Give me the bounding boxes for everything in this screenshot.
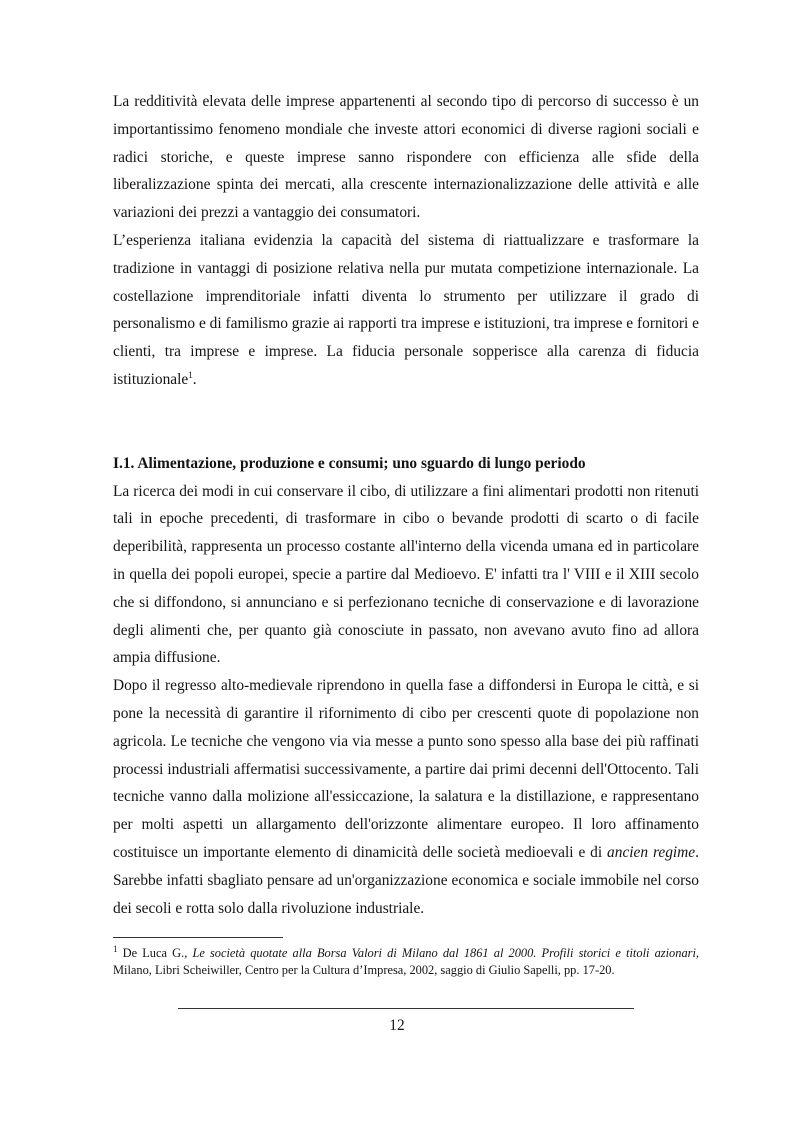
- footnote-rest: Milano, Libri Scheiwiller, Centro per la Cultura d’Impresa, 2002, saggio di Giulio Sapelli, pp. 17-20.: [113, 962, 615, 977]
- footnote-reference[interactable]: 1: [188, 369, 193, 380]
- page-body: [113, 88, 699, 922]
- section-paragraph-2-italic: ancien regime: [607, 843, 696, 861]
- footnote-author: De Luca G.,: [117, 946, 193, 960]
- footnote-marker: 1: [113, 943, 118, 954]
- page-bottom-rule: [178, 1008, 634, 1009]
- intro-paragraph-1-text: La redditività elevata delle imprese appartenenti al secondo tipo di percorso di successo è un importantissimo fenomeno mondiale che investe attori economici di diverse ragioni sociali e radici storiche, e queste imprese sanno rispondere con efficienza alle sfide della liberalizzazione spinta dei mercati, alla crescente internazionalizzazione delle attività e alle variazioni dei prezzi a vantaggio dei consumatori.: [113, 93, 699, 222]
- intro-paragraph-2-text: L’esperienza italiana evidenzia la capacità del sistema di riattualizzare e trasformare la tradizione in vantaggi di posizione relativa nella pur mutata competizione internazionale. La costellazione imprenditoriale infatti diventa lo strumento per utilizzare il grado di personalismo e di familismo grazie ai rapporti tra imprese e istituzioni, tra imprese e fornitori e clienti, tra imprese e imprese. La fiducia personale sopperisce alla carenza di fiducia istituzionale: [113, 231, 699, 388]
- footnote: [113, 945, 699, 978]
- section-paragraph-1: [113, 478, 699, 673]
- section-paragraph-1-text: La ricerca dei modi in cui conservare il cibo, di utilizzare a fini alimentari prodotti non ritenuti tali in epoche precedenti, di trasformare in cibo o bevande prodotti di scarto o di facile deperibilità, rappresenta un processo costante all'interno della vicenda umana ed in particolare in quella dei popoli europei, specie a partire dal Medioevo. E' infatti tra l' VIII e il XIII secolo che si diffondono, si annunciano e si perfezionano tecniche di conservazione e di lavorazione degli alimenti che, per quanto già conosciute in passato, non avevano avuto fino ad allora ampia diffusione.: [113, 482, 699, 667]
- intro-paragraph-2: [113, 227, 699, 394]
- section-paragraph-2-end: . Sarebbe infatti sbagliato pensare ad un'organizzazione economica e sociale immobile nel corso dei secoli e rotta solo dalla rivoluzione industriale.: [113, 843, 699, 917]
- footnote-title: Le società quotate alla Borsa Valori di Milano dal 1861 al 2000. Profili storici e titoli azionari,: [192, 946, 700, 960]
- intro-paragraph-1: [113, 88, 699, 227]
- page-number: 12: [389, 1017, 405, 1034]
- section-paragraph-2-text: Dopo il regresso alto-medievale riprendono in quella fase a diffondersi in Europa le città, e si pone la necessità di garantire il rifornimento di cibo per crescenti quote di popolazione non agricola. Le tecniche che vengono via via messe a punto sono spesso alla base dei più raffinati processi industriali affermatisi successivamente, a partire dai primi decenni dell'Ottocento. Tali tecniche vanno dalla molizione all'essiccazione, la salatura e la distillazione, e rappresentano per molti aspetti un allargamento dell'orizzonte alimentare europeo. Il loro affinamento costituisce un importante elemento di dinamicità delle società medioevali e di: [113, 677, 699, 861]
- section-paragraph-2: [113, 672, 699, 922]
- intro-paragraph-2-end: .: [192, 370, 197, 388]
- footnote-separator: [113, 937, 283, 938]
- section-heading: I.1. Alimentazione, produzione e consumi; uno sguardo di lungo periodo: [113, 454, 586, 472]
